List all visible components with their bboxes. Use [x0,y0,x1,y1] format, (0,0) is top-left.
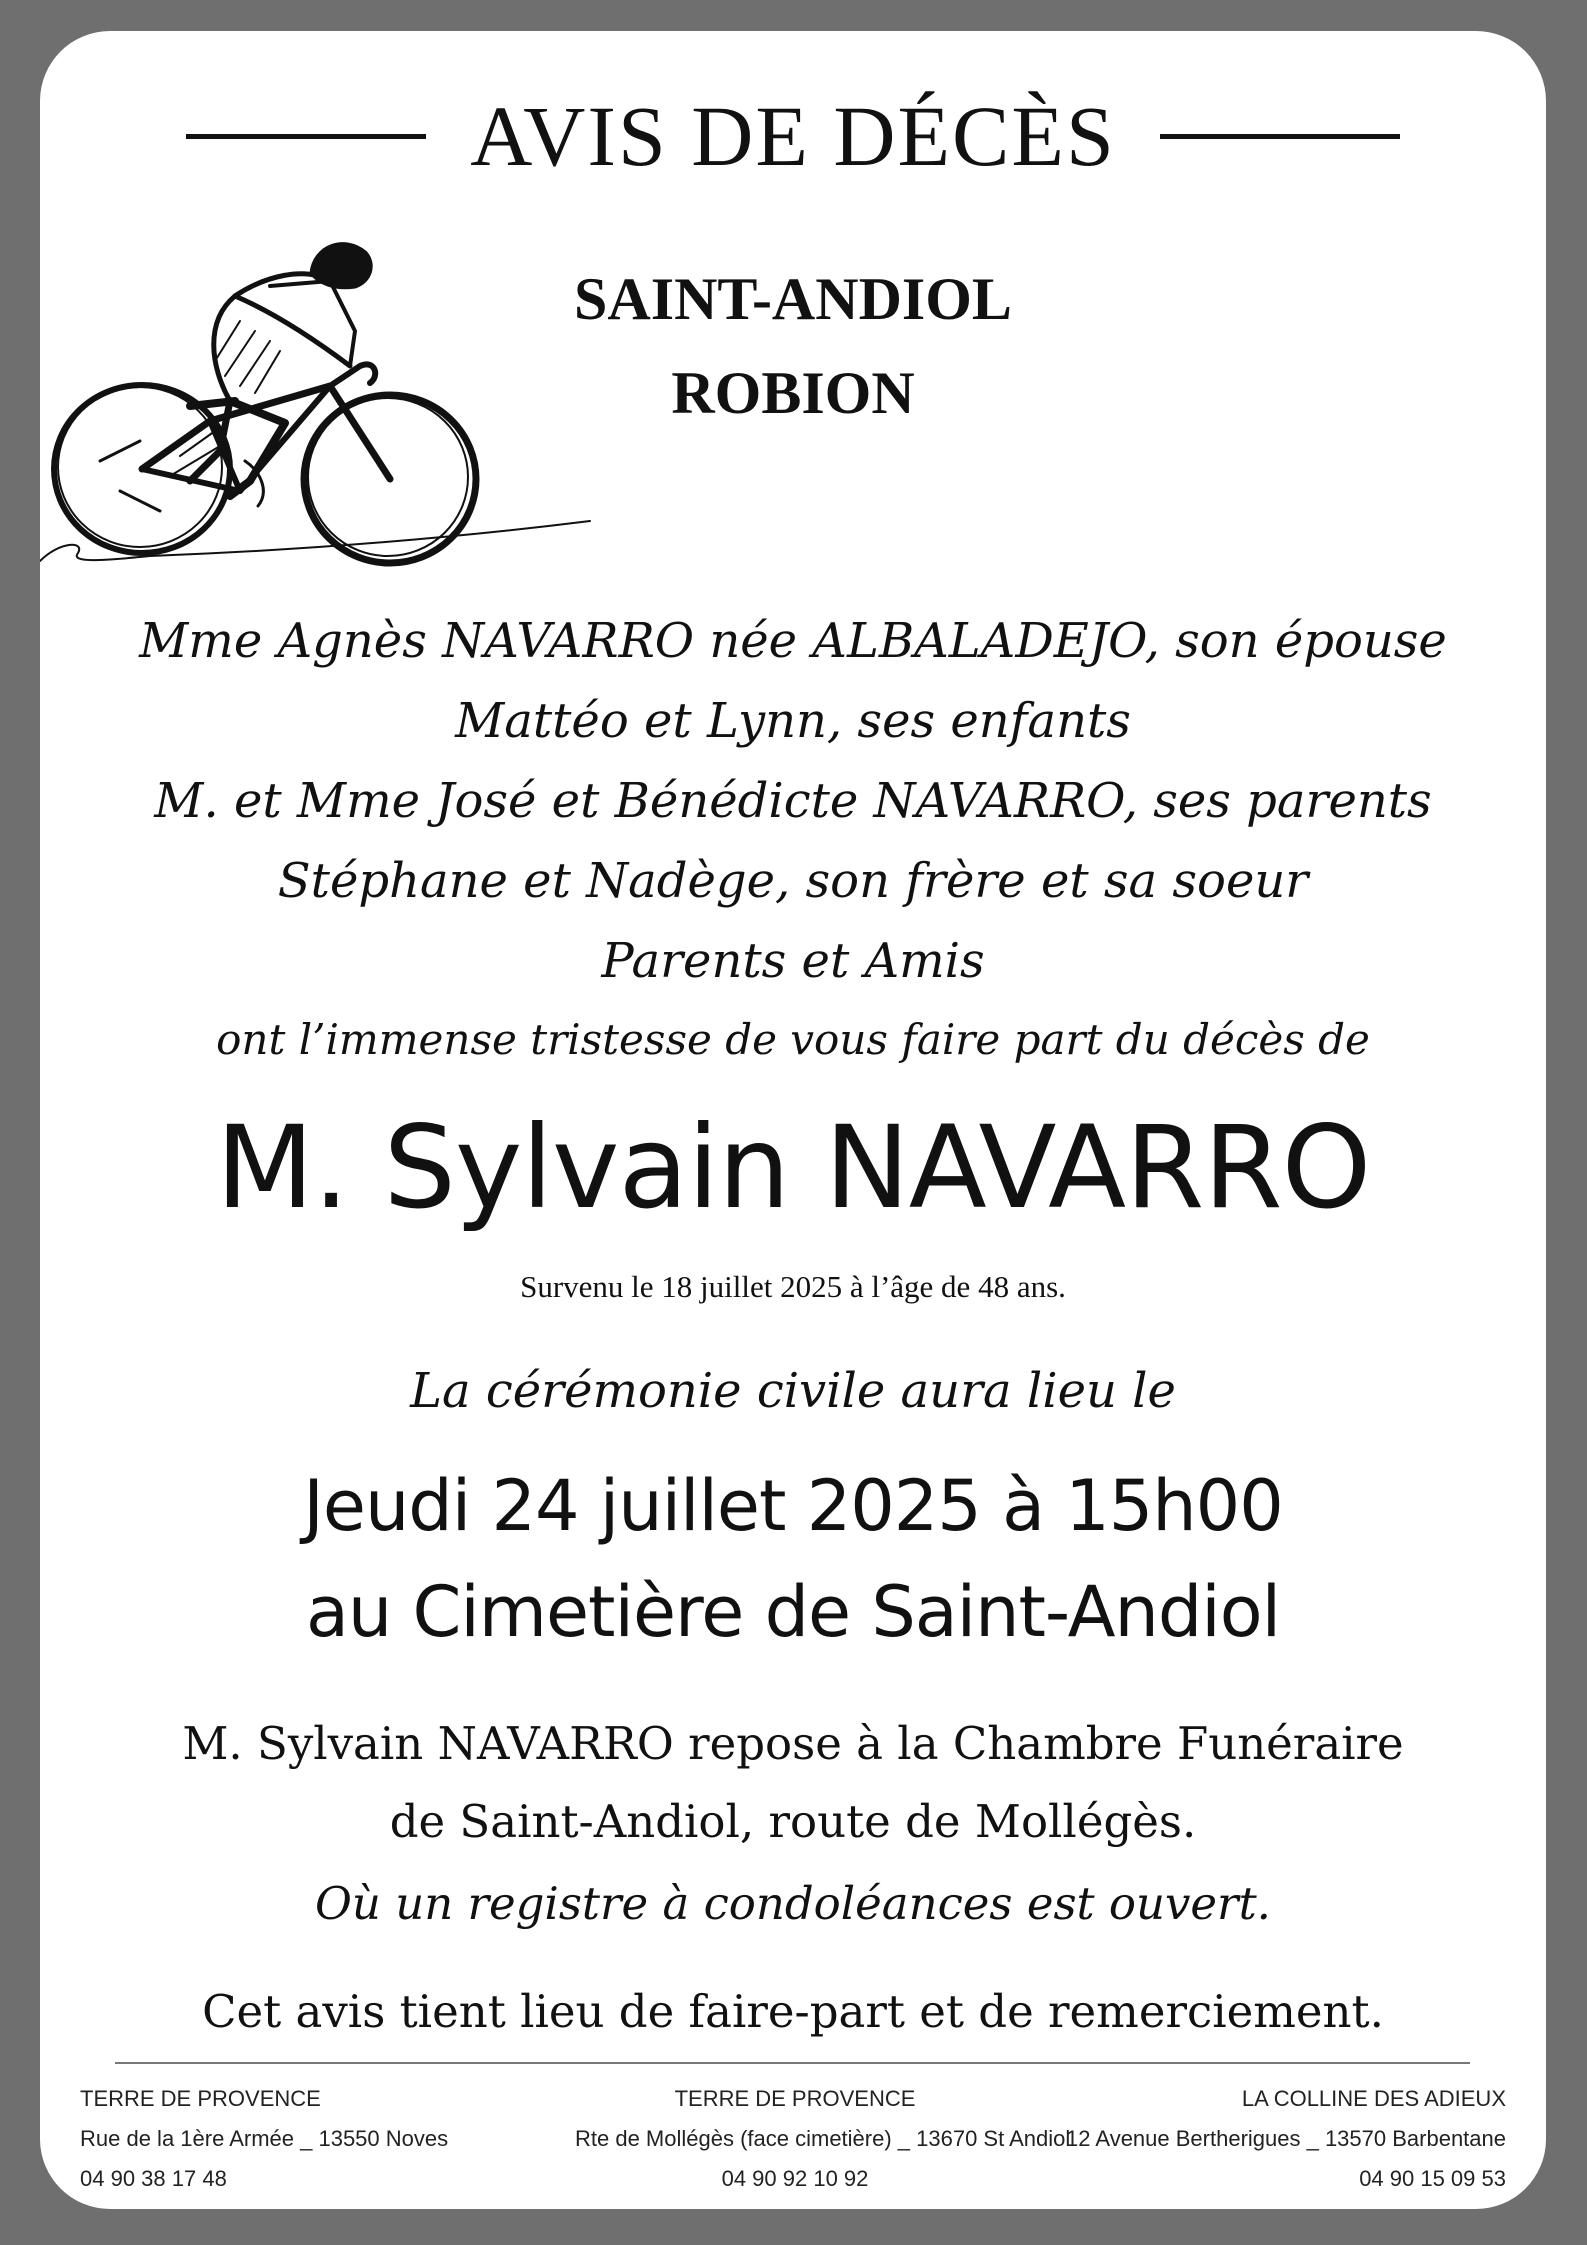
family-line-friends: Parents et Amis [601,933,985,989]
agency-name: TERRE DE PROVENCE [80,2086,321,2111]
closing-text: Cet avis tient lieu de faire-part et de remerciement. [202,1985,1384,2038]
agency-name: TERRE DE PROVENCE [674,2086,916,2111]
footer-divider [115,2062,1470,2064]
ceremony-place: au Cimetière de Saint-Andiol [305,1571,1281,1653]
header-rule-left [186,134,426,139]
agency-name: LA COLLINE DES ADIEUX [1241,2086,1506,2111]
ceremony-intro: La cérémonie civile aura lieu le [410,1363,1176,1419]
agency-address: Rue de la 1ère Armée _ 13550 Noves [80,2126,449,2151]
agency-phone: 04 90 92 10 92 [721,2166,869,2191]
header-rule-right [1160,134,1400,139]
family-line-parents: M. et Mme José et Bénédicte NAVARRO, ses parents [154,773,1432,829]
agency-phone: 04 90 15 09 53 [1359,2166,1506,2191]
obituary-sheet [40,31,1546,2209]
agency-address: Rte de Mollégès (face cimetière) _ 13670 St Andiol [575,2126,1071,2151]
agency-phone: 04 90 38 17 48 [80,2166,227,2191]
village-saint-andiol: SAINT-ANDIOL [574,266,1012,332]
announcement-text: ont l’immense tristesse de vous faire part du décès de [216,1015,1370,1064]
repose-line-1: M. Sylvain NAVARRO repose à la Chambre Funéraire [182,1717,1404,1770]
footer-agency-st-andiol [575,2079,1071,2199]
ceremony-date: Jeudi 24 juillet 2025 à 15h00 [303,1465,1283,1547]
repose-line-2: de Saint-Andiol, route de Mollégès. [389,1795,1197,1848]
family-line-spouse: Mme Agnès NAVARRO née ALBALADEJO, son épouse [139,613,1447,669]
family-line-children: Mattéo et Lynn, ses enfants [455,693,1131,749]
family-line-siblings: Stéphane et Nadège, son frère et sa soeur [277,853,1309,909]
footer-agency-barbentane [1066,2079,1506,2199]
deceased-name: M. Sylvain NAVARRO [215,1101,1371,1234]
page-title: AVIS DE DÉCÈS [470,88,1116,184]
deceased-details: Survenu le 18 juillet 2025 à l’âge de 48 ans. [520,1269,1066,1304]
village-robion: ROBION [671,360,915,426]
footer-agency-noves [80,2079,520,2199]
agency-address: 12 Avenue Bertherigues _ 13570 Barbentane [1066,2126,1506,2151]
registre-text: Où un registre à condoléances est ouvert. [315,1877,1271,1930]
